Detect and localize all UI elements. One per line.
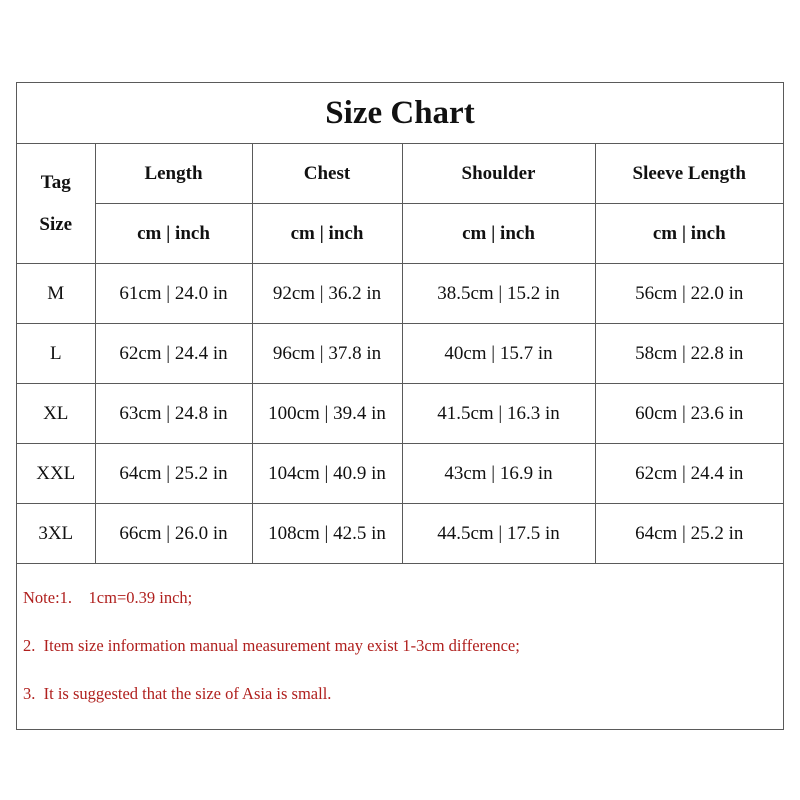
- size-chart-frame: [16, 82, 784, 730]
- note-1: Note:1. 1cm=0.39 inch;: [23, 588, 193, 607]
- chest-cell: 104cm | 40.9 in: [252, 444, 402, 504]
- unit-label-shoulder: cm | inch: [402, 204, 595, 264]
- shoulder-cell: 38.5cm | 15.2 in: [402, 264, 595, 324]
- header-row: [17, 144, 783, 204]
- column-header-chest: Chest: [252, 144, 402, 204]
- table-row: [17, 504, 783, 564]
- table-row: [17, 444, 783, 504]
- unit-label-length: cm | inch: [95, 204, 252, 264]
- chart-title: Size Chart: [17, 83, 783, 144]
- size-cell: XL: [17, 384, 95, 444]
- size-label: Size: [39, 213, 73, 235]
- length-cell: 62cm | 24.4 in: [95, 324, 252, 384]
- sleeve-length-cell: 60cm | 23.6 in: [595, 384, 783, 444]
- size-cell: L: [17, 324, 95, 384]
- chest-cell: 96cm | 37.8 in: [252, 324, 402, 384]
- chest-cell: 100cm | 39.4 in: [252, 384, 402, 444]
- unit-label-sleeve-length: cm | inch: [595, 204, 783, 264]
- column-header-sleeve-length: Sleeve Length: [595, 144, 783, 204]
- shoulder-cell: 43cm | 16.9 in: [402, 444, 595, 504]
- chest-cell: 108cm | 42.5 in: [252, 504, 402, 564]
- table-row: [17, 384, 783, 444]
- sleeve-length-cell: 58cm | 22.8 in: [595, 324, 783, 384]
- shoulder-cell: 44.5cm | 17.5 in: [402, 504, 595, 564]
- chest-cell: 92cm | 36.2 in: [252, 264, 402, 324]
- sleeve-length-cell: 56cm | 22.0 in: [595, 264, 783, 324]
- size-cell: M: [17, 264, 95, 324]
- length-cell: 61cm | 24.0 in: [95, 264, 252, 324]
- column-header-length: Length: [95, 144, 252, 204]
- tag-size-header: [17, 144, 95, 264]
- size-cell: XXL: [17, 444, 95, 504]
- unit-row: [17, 204, 783, 264]
- length-cell: 66cm | 26.0 in: [95, 504, 252, 564]
- note-2: 2. Item size information manual measurement may exist 1-3cm difference;: [23, 636, 520, 655]
- shoulder-cell: 40cm | 15.7 in: [402, 324, 595, 384]
- sleeve-length-cell: 64cm | 25.2 in: [595, 504, 783, 564]
- note-3: 3. It is suggested that the size of Asia is small.: [23, 684, 332, 703]
- unit-label-chest: cm | inch: [252, 204, 402, 264]
- notes-section: [17, 574, 783, 718]
- tag-label: Tag: [40, 171, 71, 193]
- length-cell: 64cm | 25.2 in: [95, 444, 252, 504]
- table-row: [17, 264, 783, 324]
- table-row: [17, 324, 783, 384]
- shoulder-cell: 41.5cm | 16.3 in: [402, 384, 595, 444]
- sleeve-length-cell: 62cm | 24.4 in: [595, 444, 783, 504]
- length-cell: 63cm | 24.8 in: [95, 384, 252, 444]
- size-cell: 3XL: [17, 504, 95, 564]
- column-header-shoulder: Shoulder: [402, 144, 595, 204]
- size-table: [17, 144, 783, 564]
